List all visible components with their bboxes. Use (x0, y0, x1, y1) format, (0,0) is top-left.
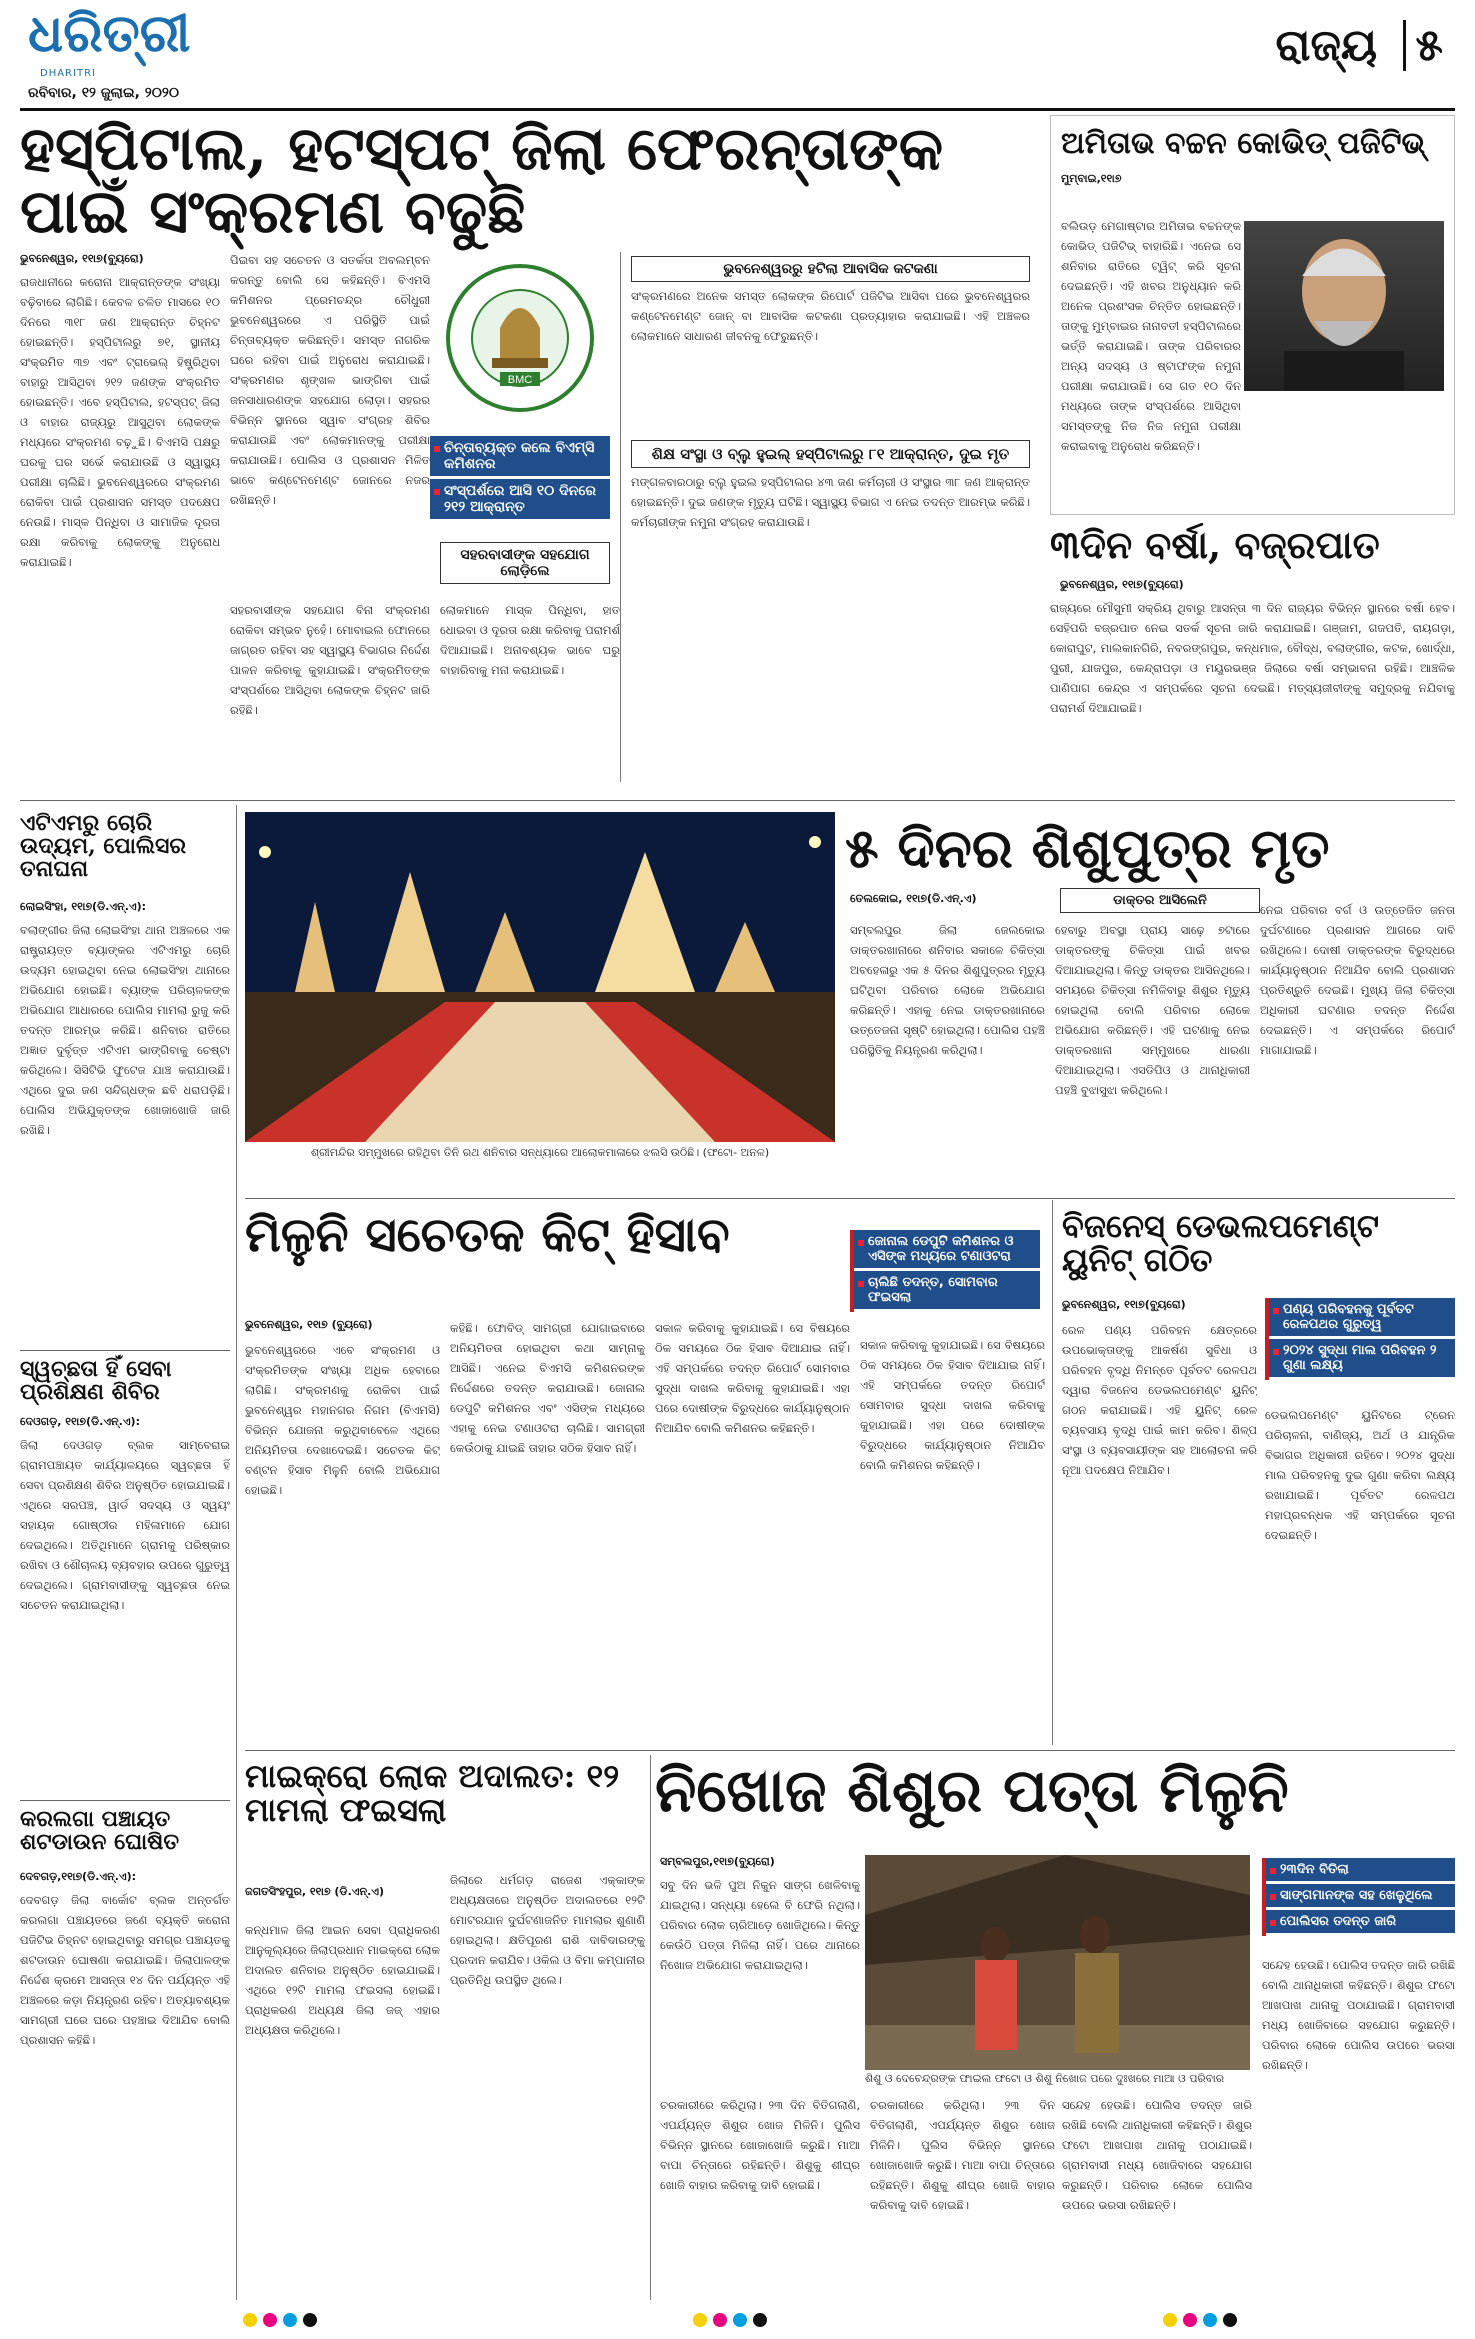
bmc-box-line: ସଂସ୍ପର୍ଶରେ ଆସି ୧୦ ଦିନରେ ୨୧୨ ଆକ୍ରାନ୍ତ (430, 479, 610, 519)
bdu-headline: ବିଜନେସ୍ ଡେଭଲପମେଣ୍ଟ ୟୁନିଟ୍ ଗଠିତ (1062, 1207, 1380, 1279)
missing-bullet-1: ୨୩ଦିନ ବିତିଲା (1266, 1858, 1455, 1881)
infant-body-col1: ସମ୍ବଲପୁର ଜିଲା ଜେଲକୋଇ ଡାକ୍ତରଖାନାରେ ଶନିବାର ସକାଳେ ଚିକିତ୍ସା ଅବହେଳାରୁ ଏକ ୫ ଦିନର ଶିଶୁପୁତ୍ରର ମୃତ୍ୟୁ ଘଟିଥିବା ପରିବାର ଲୋକେ ଅଭିଯୋଗ କରିଛନ୍ତି। ଏହାକୁ ନେଇ ଡାକ୍ତରଖାନାରେ ଉତ୍ତେଜନା ସୃଷ୍ଟି ହୋଇଥିଲା। ପୋଲିସ ପହଞ୍ଚି ପରିସ୍ଥିତିକୁ ନିୟନ୍ତ୍ରଣ କରିଥିଲା। (850, 923, 1045, 1057)
sachetak-bullets (850, 1230, 1040, 1312)
missing-child-photo (865, 1855, 1250, 2070)
section-divider-1 (20, 800, 1455, 801)
left-column-rule (236, 805, 237, 2300)
sachetak-dateline: ଭୁବନେଶ୍ୱର, ୧୧ା୭ (ବ୍ୟୁରୋ) (245, 1318, 373, 1331)
missing-child-bullets (1262, 1858, 1455, 1936)
page-number: ୫ (1403, 20, 1443, 71)
rain-body: ରାଜ୍ୟରେ ମୌସୁମୀ ସକ୍ରିୟ ଥିବାରୁ ଆସନ୍ତା ୩ ଦିନ ରାଜ୍ୟର ବିଭିନ୍ନ ସ୍ଥାନରେ ବର୍ଷା ହେବ। ସେହିପରି ବଜ୍ରପାତ ନେଇ ସତର୍କ ସୂଚନା ଜାରି କରାଯାଇଛି। ଗଞ୍ଜାମ, ଗଜପତି, ରାୟଗଡ଼ା, କୋରାପୁଟ, ମାଲକାନଗିରି, ନବରଙ୍ଗପୁର, କନ୍ଧମାଳ, ବୌଦ୍ଧ, ବଲାଙ୍ଗୀର, କଟକ, ଖୋର୍ଦ୍ଧା, ପୁରୀ, ଯାଜପୁର, କେନ୍ଦ୍ରାପଡ଼ା ଓ ମୟୂରଭଞ୍ଜ ଜିଲାରେ ବର୍ଷା ସମ୍ଭାବନା ରହିଛି। ଆଞ୍ଚଳିକ ପାଣିପାଗ କେନ୍ଦ୍ର ଏ ସମ୍ପର୍କରେ ସୂଚନା ଦେଇଛି। ମତ୍ସ୍ୟଜୀବୀଙ୍କୁ ସମୁଦ୍ରକୁ ନଯିବାକୁ ପରାମର୍ଶ ଦିଆଯାଇଛି। (1050, 601, 1455, 715)
lead-body-col2: ପିଇବା ସହ ସଚେତନ ଓ ସତର୍କତା ଅବଲମ୍ବନ କରନ୍ତୁ ବୋଲି ସେ କହିଛନ୍ତି। ବିଏମସି କମିଶନର ପ୍ରେମଚନ୍ଦ୍ର ଚୌଧୁରୀ ଭୁବନେଶ୍ୱରରେ ଏ ପରିସ୍ଥିତି ପାଇଁ ଚିନ୍ତାବ୍ୟକ୍ତ କରିଛନ୍ତି। ସମସ୍ତ ନାଗରିକ ଘରେ ରହିବା ପାଇଁ ଅନୁରୋଧ କରାଯାଇଛି। ସଂକ୍ରମଣର ଶୃଙ୍ଖଳ ଭାଙ୍ଗିବା ପାଇଁ ଜନସାଧାରଣଙ୍କ ସହଯୋଗ ଲୋଡ଼ା। ସହରର ବିଭିନ୍ନ ସ୍ଥାନରେ ସ୍ୱାବ ସଂଗ୍ରହ ଶିବିର କରାଯାଉଛି ଏବଂ ଲୋକମାନଙ୍କୁ ପରୀକ୍ଷା କରାଯାଉଛି। ପୋଲିସ ଓ ପ୍ରଶାସନ ମିଳିତ ଭାବେ କଣ୍ଟେନମେଣ୍ଟ ଜୋନରେ ନଜର ରଖିଛନ୍ତି। (230, 253, 430, 507)
lok-adalat-dateline: ଜଗତସିଂହପୁର, ୧୧ା୭ (ଡି.ଏନ୍.ଏ) (245, 1885, 385, 1898)
missing-bullet-3: ପୋଲିସର ତଦନ୍ତ ଜାରି (1266, 1910, 1455, 1933)
infant-dateline: ତେଲକୋଇ, ୧୧ା୭(ଡି.ଏନ୍.ଏ) (850, 892, 977, 905)
hospital-cases-headline: ଶିକ୍ଷ ସଂସ୍ଥା ଓ ବ୍ଲୁ ହୁଇଲ୍ ହସ୍ପିଟାଲରୁ ୮୧ ଆକ୍ରାନ୍ତ, ଦୁଇ ମୃତ (631, 440, 1030, 468)
bdu-bullets (1265, 1298, 1455, 1380)
karalaga-dateline: ଦେବଗଡ଼,୧୧ା୭(ଡି.ଏନ୍.ଏ): (20, 1870, 137, 1883)
rain-headline: ୩ଦିନ ବର୍ଷା, ବଜ୍ରପାତ (1050, 522, 1380, 567)
sachetak-body-col1: ଭୁବନେଶ୍ୱରରେ ଏବେ ସଂକ୍ରମଣ ଓ ସଂକ୍ରମିତଙ୍କ ସଂଖ୍ୟା ଅଧିକ ହେବାରେ ଲାଗିଛି। ସଂକ୍ରମଣକୁ ରୋକିବା ପାଇଁ ଭୁବନେଶ୍ୱର ମହାନଗର ନିଗମ (ବିଏମସି) ବିଭିନ୍ନ ଯୋଜନା କରୁଥିବାବେଳେ ଏଥିରେ ଅନିୟମିତତା ଦେଖାଦେଇଛି। ସଚେତକ କିଟ୍ ବଣ୍ଟନ ହିସାବ ମିଳୁନି ବୋଲି ଅଭିଯୋଗ ହୋଇଛି। (245, 1343, 440, 1497)
lok-adalat-headline: ମାଇକ୍ରୋ ଲୋକ ଅଦାଲତ: ୧୨ ମାମଲା ଫଇସଲା (245, 1757, 620, 1829)
atm-headline: ଏଟିଏମରୁ ଚୋରି ଉଦ୍ୟମ, ପୋଲିସର ତନାଘନା (20, 810, 187, 883)
missing-bullet-2: ସାଙ୍ଗମାନଙ୍କ ସହ ଖେଳୁଥିଲେ (1266, 1884, 1455, 1907)
lead-headline: ହସ୍ପିଟାଲ, ହଟସ୍ପଟ୍ ଜିଲା ଫେରନ୍ତାଙ୍କ ପାଇଁ ସଂକ୍ରମଣ ବଢୁଛି (20, 114, 944, 247)
bdu-body-col2: ଡେଭଲପମେଣ୍ଟ ୟୁନିଟରେ ଟ୍ରେନ ପରିଚାଳନା, ବାଣିଜ୍ୟ, ଅର୍ଥ ଓ ଯାନ୍ତ୍ରିକ ବିଭାଗର ଅଧିକାରୀ ରହିବେ। ୨୦୨୪ ସୁଦ୍ଧା ମାଲ ପରିବହନକୁ ଦୁଇ ଗୁଣା କରିବା ଲକ୍ଷ୍ୟ ରଖାଯାଇଛି। ପୂର୍ବତଟ ରେଳପଥ ମହାପ୍ରବନ୍ଧକ ଏହି ସମ୍ପର୍କରେ ସୂଚନା ଦେଇଛନ୍ତି। (1265, 1408, 1455, 1542)
masthead-rule (20, 108, 1455, 111)
masthead-logo: ଧରିତ୍ରୀ (28, 3, 191, 64)
infant-body-col3: ନେଇ ପରିବାର ବର୍ଗ ଓ ଉତ୍ତେଜିତ ଜନତା ଦୁର୍ଘଟଣାରେ ପ୍ରଶାସନ ଆଗରେ ଦାବି ରଖିଥିଲେ। ଦୋଷୀ ଡାକ୍ତରଙ୍କ ବିରୁଦ୍ଧରେ କାର୍ଯ୍ୟାନୁଷ୍ଠାନ ନିଆଯିବ ବୋଲି ପ୍ରଶାସନ ପ୍ରତିଶ୍ରୁତି ଦେଇଛି। ମୁଖ୍ୟ ଜିଲା ଚିକିତ୍ସା ଅଧିକାରୀ ଘଟଣାର ତଦନ୍ତ ନିର୍ଦ୍ଦେଶ ଦେଇଛନ୍ତି। ଏ ସମ୍ପର୍କରେ ରିପୋର୍ଟ ମାଗାଯାଇଛି। (1260, 903, 1455, 1057)
bdu-body-col1: ରେଳ ପଣ୍ୟ ପରିବହନ କ୍ଷେତ୍ରରେ ଉପଭୋକ୍ତାଙ୍କୁ ଆକର୍ଷଣ ସୁବିଧା ଓ ପରିବହନ ବୃଦ୍ଧି ନିମନ୍ତେ ପୂର୍ବତଟ ରେଳପଥ ଦ୍ୱାରା ବିଜନେସ ଡେଭଲପମେଣ୍ଟ ୟୁନିଟ୍ ଗଠନ କରାଯାଇଛି। ଏହି ୟୁନିଟ୍ ରେଳ ବ୍ୟବସାୟ ବୃଦ୍ଧି ପାଇଁ କାମ କରିବ। ଶିଳ୍ପ ସଂସ୍ଥା ଓ ବ୍ୟବସାୟୀଙ୍କ ସହ ଆଲୋଚନା କରି ନୂଆ ପଦକ୍ଷେପ ନିଆଯିବ। (1062, 1323, 1257, 1477)
missing-child-body-col1: ସବୁ ଦିନ ଭଳି ପୁଅ ନିକୁନ ସାଙ୍ଗ ଖେଳିବାକୁ ଯାଇଥିଲା। ସନ୍ଧ୍ୟା ହେଲେ ବି ଫେରି ନଥିଲା। ପରିବାର ଲୋକ ଚାରିଆଡ଼େ ଖୋଜିଥିଲେ। କିନ୍ତୁ କେଉଁଠି ପତ୍ତା ମିଳିଲା ନାହିଁ। ପରେ ଥାନାରେ ନିଖୋଜ ଅଭିଯୋଗ କରାଯାଇଥିଲା। (660, 1878, 860, 1972)
missing-child-dateline: ସମ୍ବଲପୁର,୧୧ା୭(ବ୍ୟୁରୋ) (660, 1855, 775, 1868)
section-divider-2 (245, 1198, 1455, 1199)
containment-story (620, 252, 1040, 782)
amitabh-headline: ଅମିତାଭ ବଚ୍ଚନ କୋଭିଡ୍ ପଜିଟିଭ୍ (1061, 126, 1426, 161)
missing-child-photo-caption: ଶିଶୁ ଓ ଦେବେନ୍ଦ୍ରଙ୍କ ଫାଇଲ ଫଟୋ ଓ ଶିଶୁ ନିଖୋଜ ପରେ ଦୁଃଖରେ ମାଆ ଓ ପରିବାର (865, 2072, 1225, 2085)
amitabh-dateline: ମୁମ୍ବାଇ,୧୧ା୭ (1061, 171, 1122, 185)
missing-child-headline: ନିଖୋଜ ଶିଶୁର ପତ୍ତା ମିଳୁନି (655, 1756, 1289, 1826)
bdu-dateline: ଭୁବନେଶ୍ୱର, ୧୧ା୭(ବ୍ୟୁରୋ) (1062, 1298, 1186, 1311)
infant-headline: ୫ ଦିନର ଶିଶୁପୁତ୍ର ମୃତ (845, 816, 1330, 880)
bmc-logo (430, 258, 610, 428)
infant-kicker: ଡାକ୍ତର ଆସିଲେନି (1060, 888, 1260, 913)
sachetak-headline: ମିଳୁନି ସଚେତକ କିଟ୍ ହିସାବ (245, 1207, 730, 1263)
swachhata-body: ଜିଲା ଦେଓଗଡ଼ ବ୍ଲକ ସାମ୍ବେରାଇ ଗ୍ରାମପଞ୍ଚାୟତ କାର୍ଯ୍ୟାଳୟରେ ସ୍ୱଚ୍ଛତା ହିଁ ସେବା ପ୍ରଶିକ୍ଷଣ ଶିବିର ଅନୁଷ୍ଠିତ ହୋଇଯାଇଛି। ଏଥିରେ ସରପଞ୍ଚ, ୱାର୍ଡ ସଦସ୍ୟ ଓ ସ୍ୱୟଂ ସହାୟକ ଗୋଷ୍ଠୀର ମହିଳାମାନେ ଯୋଗ ଦେଇଥିଲେ। ଅତିଥିମାନେ ଗ୍ରାମକୁ ପରିଷ୍କାର ରଖିବା ଓ ଶୌଚାଳୟ ବ୍ୟବହାର ଉପରେ ଗୁରୁତ୍ୱ ଦେଇଥିଲେ। ଗ୍ରାମବାସୀଙ୍କୁ ସ୍ୱଚ୍ଛତା ନେଇ ସଚେତନ କରାଯାଇଥିଲା। (20, 1438, 230, 1612)
missing-child-body-col4: ସନ୍ଦେହ ହେଉଛି। ପୋଲିସ ତଦନ୍ତ ଜାରି ରଖିଛି ବୋଲି ଥାନାଧିକାରୀ କହିଛନ୍ତି। ଶିଶୁର ଫଟୋ ଆଖପାଖ ଥାନାକୁ ପଠାଯାଇଛି। ଗ୍ରାମବାସୀ ମଧ୍ୟ ଖୋଜିବାରେ ସହଯୋଗ କରୁଛନ୍ତି। ପରିବାର ଲୋକେ ପୋଲିସ ଉପରେ ଭରସା ରଖିଛନ୍ତି। (1262, 1958, 1455, 2072)
missing-child-body-col1b: ଚରକାରୀରେ କରିଥିଲା। ୨୩ ଦିନ ବିତିଗଲାଣି, ଏପର୍ଯ୍ୟନ୍ତ ଶିଶୁର ଖୋଜ ମିଳିନି। ପୁଲିସ ବିଭିନ୍ନ ସ୍ଥାନରେ ଖୋଜାଖୋଜି କରୁଛି। ମାଆ ବାପା ଚିନ୍ତାରେ ରହିଛନ୍ତି। ଶିଶୁକୁ ଶୀଘ୍ର ଖୋଜି ବାହାର କରିବାକୁ ଦାବି ହୋଇଛି। (660, 2098, 860, 2192)
registration-marks-left (240, 2312, 320, 2331)
rath-photo (245, 812, 835, 1142)
cooperation-body: ଲୋକମାନେ ମାସ୍କ ପିନ୍ଧିବା, ହାତ ଧୋଇବା ଓ ଦୂରତା ରକ୍ଷା କରିବାକୁ ପରାମର୍ଶ ଦିଆଯାଇଛି। ଅନାବଶ୍ୟକ ଭାବେ ଘରୁ ବାହାରିବାକୁ ମନା କରାଯାଇଛି। (440, 603, 620, 677)
sachetak-body-col3: ସକାଳ କରିବାକୁ କୁହାଯାଇଛି। ସେ ବିଷୟରେ ଠିକ ସମୟରେ ଠିକ ହିସାବ ଦିଆଯାଇ ନାହିଁ। ଏହି ସମ୍ପର୍କରେ ତଦନ୍ତ ରିପୋର୍ଟ ସୋମବାର ସୁଦ୍ଧା ଦାଖଲ କରିବାକୁ କୁହାଯାଇଛି। ଏହା ପରେ ଦୋଷୀଙ୍କ ବିରୁଦ୍ଧରେ କାର୍ଯ୍ୟାନୁଷ୍ଠାନ ନିଆଯିବ ବୋଲି କମିଶନର କହିଛନ୍ତି। (655, 1321, 850, 1435)
rath-photo-caption: ଶ୍ରୀମନ୍ଦିର ସମ୍ମୁଖରେ ରହିଥିବା ତିନି ରଥ ଶନିବାର ସନ୍ଧ୍ୟାରେ ଆଲୋକମାଳାରେ ଝଲସି ଉଠିଛି। (ଫଟୋ- ଅନଳ) (310, 1146, 770, 1159)
sachetak-body-col4: ସକାଳ କରିବାକୁ କୁହାଯାଇଛି। ସେ ବିଷୟରେ ଠିକ ସମୟରେ ଠିକ ହିସାବ ଦିଆଯାଇ ନାହିଁ। ଏହି ସମ୍ପର୍କରେ ତଦନ୍ତ ରିପୋର୍ଟ ସୋମବାର ସୁଦ୍ଧା ଦାଖଲ କରିବାକୁ କୁହାଯାଇଛି। ଏହା ପରେ ଦୋଷୀଙ୍କ ବିରୁଦ୍ଧରେ କାର୍ଯ୍ୟାନୁଷ୍ଠାନ ନିଆଯିବ ବୋଲି କମିଶନର କହିଛନ୍ତି। (860, 1338, 1045, 1472)
section-divider-3 (245, 1750, 1455, 1751)
lead-dateline: ଭୁବନେଶ୍ୱର, ୧୧ା୭(ବ୍ୟୁରୋ) (20, 252, 144, 265)
swachhata-dateline: ଦେଓଗଡ଼, ୧୧ା୭(ଡି.ଏନ୍.ଏ): (20, 1415, 140, 1428)
containment-body: ସଂକ୍ରମଣରେ ଅନେକ ସମସ୍ତ ଲୋକଙ୍କ ରିପୋର୍ଟ ପଜିଟିଭ ଆସିବା ପରେ ଭୁବନେଶ୍ୱରର କଣ୍ଟେନମେଣ୍ଟ ଜୋନ୍ ବା ଆବାସିକ କଟକଣା ପ୍ରତ୍ୟାହାର କରାଯାଇଛି। ଏହି ଅଞ୍ଚଳର ଲୋକମାନେ ସାଧାରଣ ଜୀବନକୁ ଫେରୁଛନ୍ତି। (631, 289, 1030, 343)
karalaga-headline: କରଲଗା ପଞ୍ଚାୟତ ଶଟଡାଉନ ଘୋଷିତ (20, 1806, 180, 1856)
containment-headline: ଭୁବନେଶ୍ୱରରୁ ହଟିଲା ଆବାସିକ କଟକଣା (631, 256, 1030, 282)
sachetak-body-col2: କହିଛି। ଫୋବିଡ୍ ସାମଗ୍ରୀ ଯୋଗାଇବାରେ ଅନିୟମିତତା ହୋଇଥିବା କଥା ସାମ୍ନାକୁ ଆସିଛି। ଏନେଇ ବିଏମସି କମିଶନରଙ୍କ ନିର୍ଦ୍ଦେଶରେ ତଦନ୍ତ କରାଯାଉଛି। ଜୋନାଲ ଡେପୁଟି କମିଶନର ଏବଂ ଏସିଙ୍କ ମଧ୍ୟରେ ଏହାକୁ ନେଇ ଟଣାଓଟରା ଚାଲିଛି। ସାମଗ୍ରୀ କେଉଁଠାକୁ ଯାଇଛି ତାହାର ସଠିକ ହିସାବ ନାହିଁ। (450, 1321, 645, 1455)
cooperation-subhead: ସହରବାସୀଙ୍କ ସହଯୋଗ ଲୋଡ଼ିଲେ (440, 542, 610, 584)
missing-child-body-col2: ଚରକାରୀରେ କରିଥିଲା। ୨୩ ଦିନ ବିତିଗଲାଣି, ଏପର୍ଯ୍ୟନ୍ତ ଶିଶୁର ଖୋଜ ମିଳିନି। ପୁଲିସ ବିଭିନ୍ନ ସ୍ଥାନରେ ଖୋଜାଖୋଜି କରୁଛି। ମାଆ ବାପା ଚିନ୍ତାରେ ରହିଛନ୍ତି। ଶିଶୁକୁ ଶୀଘ୍ର ଖୋଜି ବାହାର କରିବାକୁ ଦାବି ହୋଇଛି। (870, 2098, 1055, 2212)
sachetak-bullet-2: ଚାଲିଛି ତଦନ୍ତ, ସୋମବାର ଫଇସଲା (854, 1271, 1040, 1309)
bdu-bullet-2: ୨୦୨୪ ସୁଦ୍ଧା ମାଲ ପରିବହନ ୨ ଗୁଣା ଲକ୍ଷ୍ୟ (1269, 1339, 1455, 1377)
left-divider-1 (20, 1350, 230, 1351)
karalaga-body: ଦେବଗଡ଼ ଜିଲା ବାର୍କୋଟ ବ୍ଲକ ଅନ୍ତର୍ଗତ କରଲଗା ପଞ୍ଚାୟତରେ ଜଣେ ବ୍ୟକ୍ତି କରୋନା ପଜିଟିଭ ଚିହ୍ନଟ ହୋଇଥିବାରୁ ସମଗ୍ର ପଞ୍ଚାୟତକୁ ଶଟଡାଉନ ଘୋଷଣା କରାଯାଇଛି। ଜିଲାପାଳଙ୍କ ନିର୍ଦ୍ଦେଶ କ୍ରମେ ଆସନ୍ତା ୧୪ ଦିନ ପର୍ଯ୍ୟନ୍ତ ଏହି ଅଞ୍ଚଳରେ କଡ଼ା ନିୟନ୍ତ୍ରଣ ରହିବ। ଅତ୍ୟାବଶ୍ୟକ ସାମଗ୍ରୀ ଘରେ ଘରେ ପହଞ୍ଚାଇ ଦିଆଯିବ ବୋଲି ପ୍ରଶାସନ କହିଛି। (20, 1893, 230, 2047)
rain-dateline: ଭୁବନେଶ୍ୱର, ୧୧ା୭(ବ୍ୟୁରୋ) (1060, 578, 1184, 591)
amitabh-story (1050, 115, 1455, 515)
sachetak-bullet-1: ଜୋନାଲ ଡେପୁଟି କମିଶନର ଓ ଏସିଙ୍କ ମଧ୍ୟରେ ଟଣାଓଟରା (854, 1230, 1040, 1268)
swachhata-headline: ସ୍ୱଚ୍ଛତା ହିଁ ସେବା ପ୍ରଶିକ୍ଷଣ ଶିବିର (20, 1356, 172, 1406)
amitabh-body: ବଲିଉଡ଼ ମେଗାଷ୍ଟାର ଅମିତାଭ ବଚ୍ଚନଙ୍କ କୋଭିଡ୍ ପଜିଟିଭ୍ ବାହାରିଛି। ଏନେଇ ସେ ଶନିବାର ରାତିରେ ଟ୍ୱିଟ୍ କରି ସୂଚନା ଦେଇଛନ୍ତି। ଏହି ଖବର ଅନୁଧ୍ୟାନ କରି ଅନେକ ପ୍ରଶଂସକ ଚିନ୍ତିତ ହୋଇଛନ୍ତି। ତାଙ୍କୁ ମୁମ୍ବାଇର ନାନାବତୀ ହସ୍ପିଟାଲରେ ଭର୍ତ୍ତି କରାଯାଇଛି। ତାଙ୍କ ପରିବାରର ଅନ୍ୟ ସଦସ୍ୟ ଓ ଷ୍ଟାଫଙ୍କ ନମୁନା ପରୀକ୍ଷା କରାଯାଉଛି। ସେ ଗତ ୧୦ ଦିନ ମଧ୍ୟରେ ତାଙ୍କ ସଂସ୍ପର୍ଶରେ ଆସିଥିବା ସମସ୍ତଙ୍କୁ ନିଜ ନିଜ ନମୁନା ପରୀକ୍ଷା କରାଇବାକୁ ଅନୁରୋଧ କରିଛନ୍ତି। (1061, 219, 1241, 453)
issue-date: ରବିବାର, ୧୨ ଜୁଲାଇ, ୨୦୨୦ (28, 85, 180, 101)
lead-body-col2b: ସହରବାସୀଙ୍କ ସହଯୋଗ ବିନା ସଂକ୍ରମଣ ରୋକିବା ସମ୍ଭବ ନୁହେଁ। ମୋବାଇଲ ଫୋନରେ ଜାଗ୍ରତ ରହିବା ସହ ସ୍ୱାସ୍ଥ୍ୟ ବିଭାଗର ନିର୍ଦ୍ଦେଶ ପାଳନ କରିବାକୁ କୁହାଯାଇଛି। ସଂକ୍ରମିତଙ୍କ ସଂସ୍ପର୍ଶରେ ଆସିଥିବା ଲୋକଙ୍କ ଚିହ୍ନଟ ଜାରି ରହିଛି। (230, 603, 430, 717)
infant-body-col2: ହେବାରୁ ଅବସ୍ଥା ପ୍ରାୟ ସାଢ଼େ ୭ଟାରେ ଡାକ୍ତରଙ୍କୁ ଚିକିତ୍ସା ପାଇଁ ଖବର ଦିଆଯାଇଥିଲା। କିନ୍ତୁ ଡାକ୍ତର ଆସିନଥିଲେ। ସମୟରେ ଚିକିତ୍ସା ନମିଳିବାରୁ ଶିଶୁର ମୃତ୍ୟୁ ହୋଇଥିଲା ବୋଲି ପରିବାର ଲୋକେ ଅଭିଯୋଗ କରିଛନ୍ତି। ଏହି ଘଟଣାକୁ ନେଇ ଡାକ୍ତରଖାନା ସମ୍ମୁଖରେ ଧାରଣା ଦିଆଯାଇଥିଲା। ଏସଡିପିଓ ଓ ଥାନାଧିକାରୀ ପହଞ୍ଚି ବୁଝାସୁଝା କରିଥିଲେ। (1055, 923, 1250, 1097)
registration-marks-right (1160, 2312, 1240, 2331)
bmc-box-title: ଚିନ୍ତାବ୍ୟକ୍ତ କଲେ ବିଏମ୍ସି କମିଶନର (430, 436, 610, 476)
atm-dateline: ଲୋଇସିଂହା, ୧୧ା୭(ଡି.ଏନ୍.ଏ): (20, 900, 147, 913)
masthead-logo-sub: DHARITRI (40, 68, 96, 79)
registration-marks-center (690, 2312, 770, 2331)
hospital-cases-body: ମଙ୍ଗଳବାରଠାରୁ ବ୍ଲୁ ହୁଇଲ ହସ୍ପିଟାଲର ୪୩ ଜଣ କର୍ମଚାରୀ ଓ ସଂସ୍ଥାର ୩୮ ଜଣ ଆକ୍ରାନ୍ତ ହୋଇଛନ୍ତି। ଦୁଇ ଜଣଙ୍କ ମୃତ୍ୟୁ ଘଟିଛି। ସ୍ୱାସ୍ଥ୍ୟ ବିଭାଗ ଏ ନେଇ ତଦନ୍ତ ଆରମ୍ଭ କରିଛି। କର୍ମଚାରୀଙ୍କ ନମୁନା ସଂଗ୍ରହ କରାଯାଉଛି। (631, 475, 1030, 529)
lok-adalat-body-col2: ଜିଲାରେ ଧର୍ମଗଡ଼ ରାଜେଶ ଏକ୍କାଙ୍କ ଅଧ୍ୟକ୍ଷତାରେ ଅନୁଷ୍ଠିତ ଅଦାଲତରେ ୧୨ଟି ମୋଟରଯାନ ଦୁର୍ଘଟଣାଜନିତ ମାମଲାର ଶୁଣାଣି ହୋଇଥିଲା। କ୍ଷତିପୂରଣ ରାଶି ଦାବିଦାରଙ୍କୁ ପ୍ରଦାନ କରାଯିବ। ଓକିଲ ଓ ବିମା କମ୍ପାନୀର ପ୍ରତିନିଧି ଉପସ୍ଥିତ ଥିଲେ। (450, 1873, 645, 1987)
amitabh-photo (1244, 221, 1444, 391)
bdu-bullet-1: ପଣ୍ୟ ପରିବହନକୁ ପୂର୍ବତଟ ରେଳପଥର ଗୁରୁତ୍ୱ (1269, 1298, 1455, 1336)
lead-body-col1: ରାଜଧାନୀରେ କରୋନା ଆକ୍ରାନ୍ତଙ୍କ ସଂଖ୍ୟା ବଢ଼ିବାରେ ଲାଗିଛି। କେବଳ ଚଳିତ ମାସରେ ୧୦ ଦିନରେ ୩୧୮ ଜଣ ଆକ୍ରାନ୍ତ ଚିହ୍ନଟ ହୋଇଛନ୍ତି। ହସ୍ପିଟାଲରୁ ୭୧, ସ୍ଥାନୀୟ ସଂକ୍ରମିତ ୩୭ ଏବଂ ଟ୍ରାଭେଲ୍ ହିଷ୍ଟ୍ରିଥିବା ବାହାରୁ ଆସିଥିବା ୨୧୨ ଜଣଙ୍କ ସଂକ୍ରମିତ ହୋଇଛନ୍ତି। ଏବେ ହସ୍ପିଟାଲ, ହଟସ୍ପଟ୍ ଜିଲା ଓ ବାହାର ରାଜ୍ୟରୁ ଆସୁଥିବା ଲୋକଙ୍କ ମଧ୍ୟରେ ସଂକ୍ରମଣ ବଢ଼ୁଛି। ବିଏମସି ପକ୍ଷରୁ ଘରକୁ ଘର ସର୍ଭେ କରାଯାଉଛି ଓ ସ୍ୱାସ୍ଥ୍ୟ ପରୀକ୍ଷା ଚାଲିଛି। ଭୁବନେଶ୍ୱରରେ ସଂକ୍ରମଣ ରୋକିବା ପାଇଁ ପ୍ରଶାସନ ସମସ୍ତ ପଦକ୍ଷେପ ନେଉଛି। ମାସ୍କ ପିନ୍ଧିବା ଓ ସାମାଜିକ ଦୂରତା ରକ୍ଷା କରିବାକୁ ଲୋକଙ୍କୁ ଅନୁରୋଧ କରାଯାଇଛି। (20, 275, 220, 569)
left-divider-2 (20, 1800, 230, 1801)
bdu-column-rule (1052, 1200, 1053, 1745)
atm-body: ବଲାଙ୍ଗୀର ଜିଲା ଲୋଇସିଂହା ଥାନା ଅଞ୍ଚଳରେ ଏକ ରାଷ୍ଟ୍ରାୟତ୍ତ ବ୍ୟାଙ୍କର ଏଟିଏମରୁ ଚୋରି ଉଦ୍ୟମ ହୋଇଥିବା ନେଇ ଲୋଇସିଂହା ଥାନାରେ ଅଭିଯୋଗ ହୋଇଛି। ବ୍ୟାଙ୍କ ପରିଚାଳକଙ୍କ ଅଭିଯୋଗ ଆଧାରରେ ପୋଲିସ ମାମଲା ରୁଜୁ କରି ତଦନ୍ତ ଆରମ୍ଭ କରିଛି। ଶନିବାର ରାତିରେ ଅଜ୍ଞାତ ଦୁର୍ବୃତ୍ତ ଏଟିଏମ ଭାଙ୍ଗିବାକୁ ଚେଷ୍ଟା କରିଥିଲେ। ସିସିଟିଭି ଫୁଟେଜ ଯାଞ୍ଚ କରାଯାଉଛି। ଏଥିରେ ଦୁଇ ଜଣ ସନ୍ଦିଗ୍ଧଙ୍କ ଛବି ଧରାପଡ଼ିଛି। ପୋଲିସ ଅଭିଯୁକ୍ତଙ୍କ ଖୋଜାଖୋଜି ଜାରି ରଖିଛି। (20, 923, 230, 1137)
bmc-short: BMC (507, 374, 533, 386)
page-label (1276, 20, 1443, 71)
missing-column-rule (650, 1755, 651, 2300)
missing-child-body-col3: ସନ୍ଦେହ ହେଉଛି। ପୋଲିସ ତଦନ୍ତ ଜାରି ରଖିଛି ବୋଲି ଥାନାଧିକାରୀ କହିଛନ୍ତି। ଶିଶୁର ଫଟୋ ଆଖପାଖ ଥାନାକୁ ପଠାଯାଇଛି। ଗ୍ରାମବାସୀ ମଧ୍ୟ ଖୋଜିବାରେ ସହଯୋଗ କରୁଛନ୍ତି। ପରିବାର ଲୋକେ ପୋଲିସ ଉପରେ ଭରସା ରଖିଛନ୍ତି। (1062, 2098, 1252, 2212)
lok-adalat-body-col1: କନ୍ଧମାଳ ଜିଲା ଆଇନ ସେବା ପ୍ରାଧିକରଣ ଆନୁକୂଲ୍ୟରେ ଜିଲାପ୍ରଧାନ ମାଇକ୍ରୋ ଲୋକ ଅଦାଲତ ଶନିବାର ଅନୁଷ୍ଠିତ ହୋଇଯାଇଛି। ଏଥିରେ ୧୨ଟି ମାମଲା ଫଇସଲା ହୋଇଛି। ପ୍ରାଧିକରଣ ଅଧ୍ୟକ୍ଷ ଜିଲା ଜଜ୍ ଏହାର ଅଧ୍ୟକ୍ଷତା କରିଥିଲେ। (245, 1923, 440, 2037)
section-name: ରାଜ୍ୟ (1275, 20, 1378, 71)
bmc-info-box (430, 436, 610, 522)
